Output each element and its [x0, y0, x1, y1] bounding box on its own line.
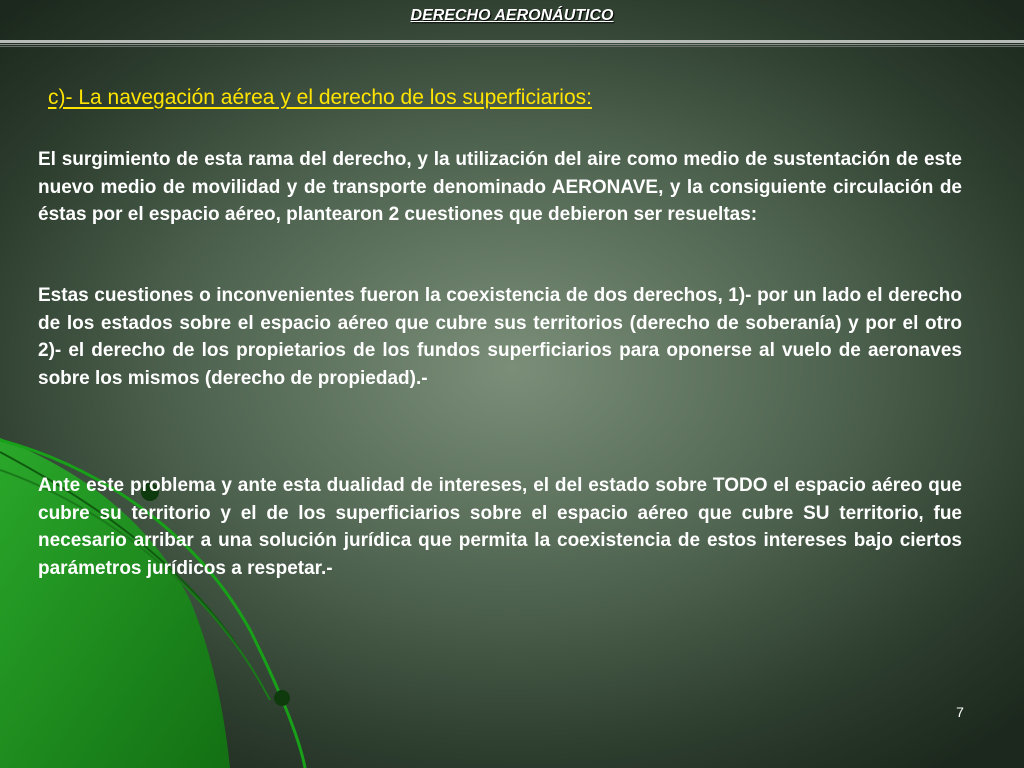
paragraph-1: El surgimiento de esta rama del derecho, y la utilización del aire como medio de sustentación de este nuevo medio de movilidad y de transporte denominado AERONAVE, y la consiguiente circulación de éstas por el espacio aéreo, plantearon 2 cuestiones que debieron ser resueltas: — [38, 149, 962, 225]
paragraph-3: Ante este problema y ante esta dualidad de intereses, el del estado sobre TODO el espacio aéreo que cubre su territorio y el de los superficiarios sobre el espacio aéreo que cubre SU territorio, fue necesario arribar a una solución jurídica que permita la coexistencia de estos intereses bajo ciertos parámetros jurídicos a respetar.- — [38, 475, 962, 579]
header-title: DERECHO AERONÁUTICO — [410, 7, 614, 24]
slide-heading: c)- La navegación aérea y el derecho de los superficiarios: — [48, 86, 592, 109]
page-number: 7 — [956, 704, 964, 720]
paragraph-2: Estas cuestiones o inconvenientes fueron la coexistencia de dos derechos, 1)- por un lado el derecho de los estados sobre el espacio aéreo que cubre sus territorios (derecho de soberanía) y por el otro 2)- el derecho de los propietarios de los fundos superficiarios para oponerse al vuelo de aeronaves sobre los mismos (derecho de propiedad).- — [38, 285, 962, 389]
decor-dot — [274, 690, 290, 706]
